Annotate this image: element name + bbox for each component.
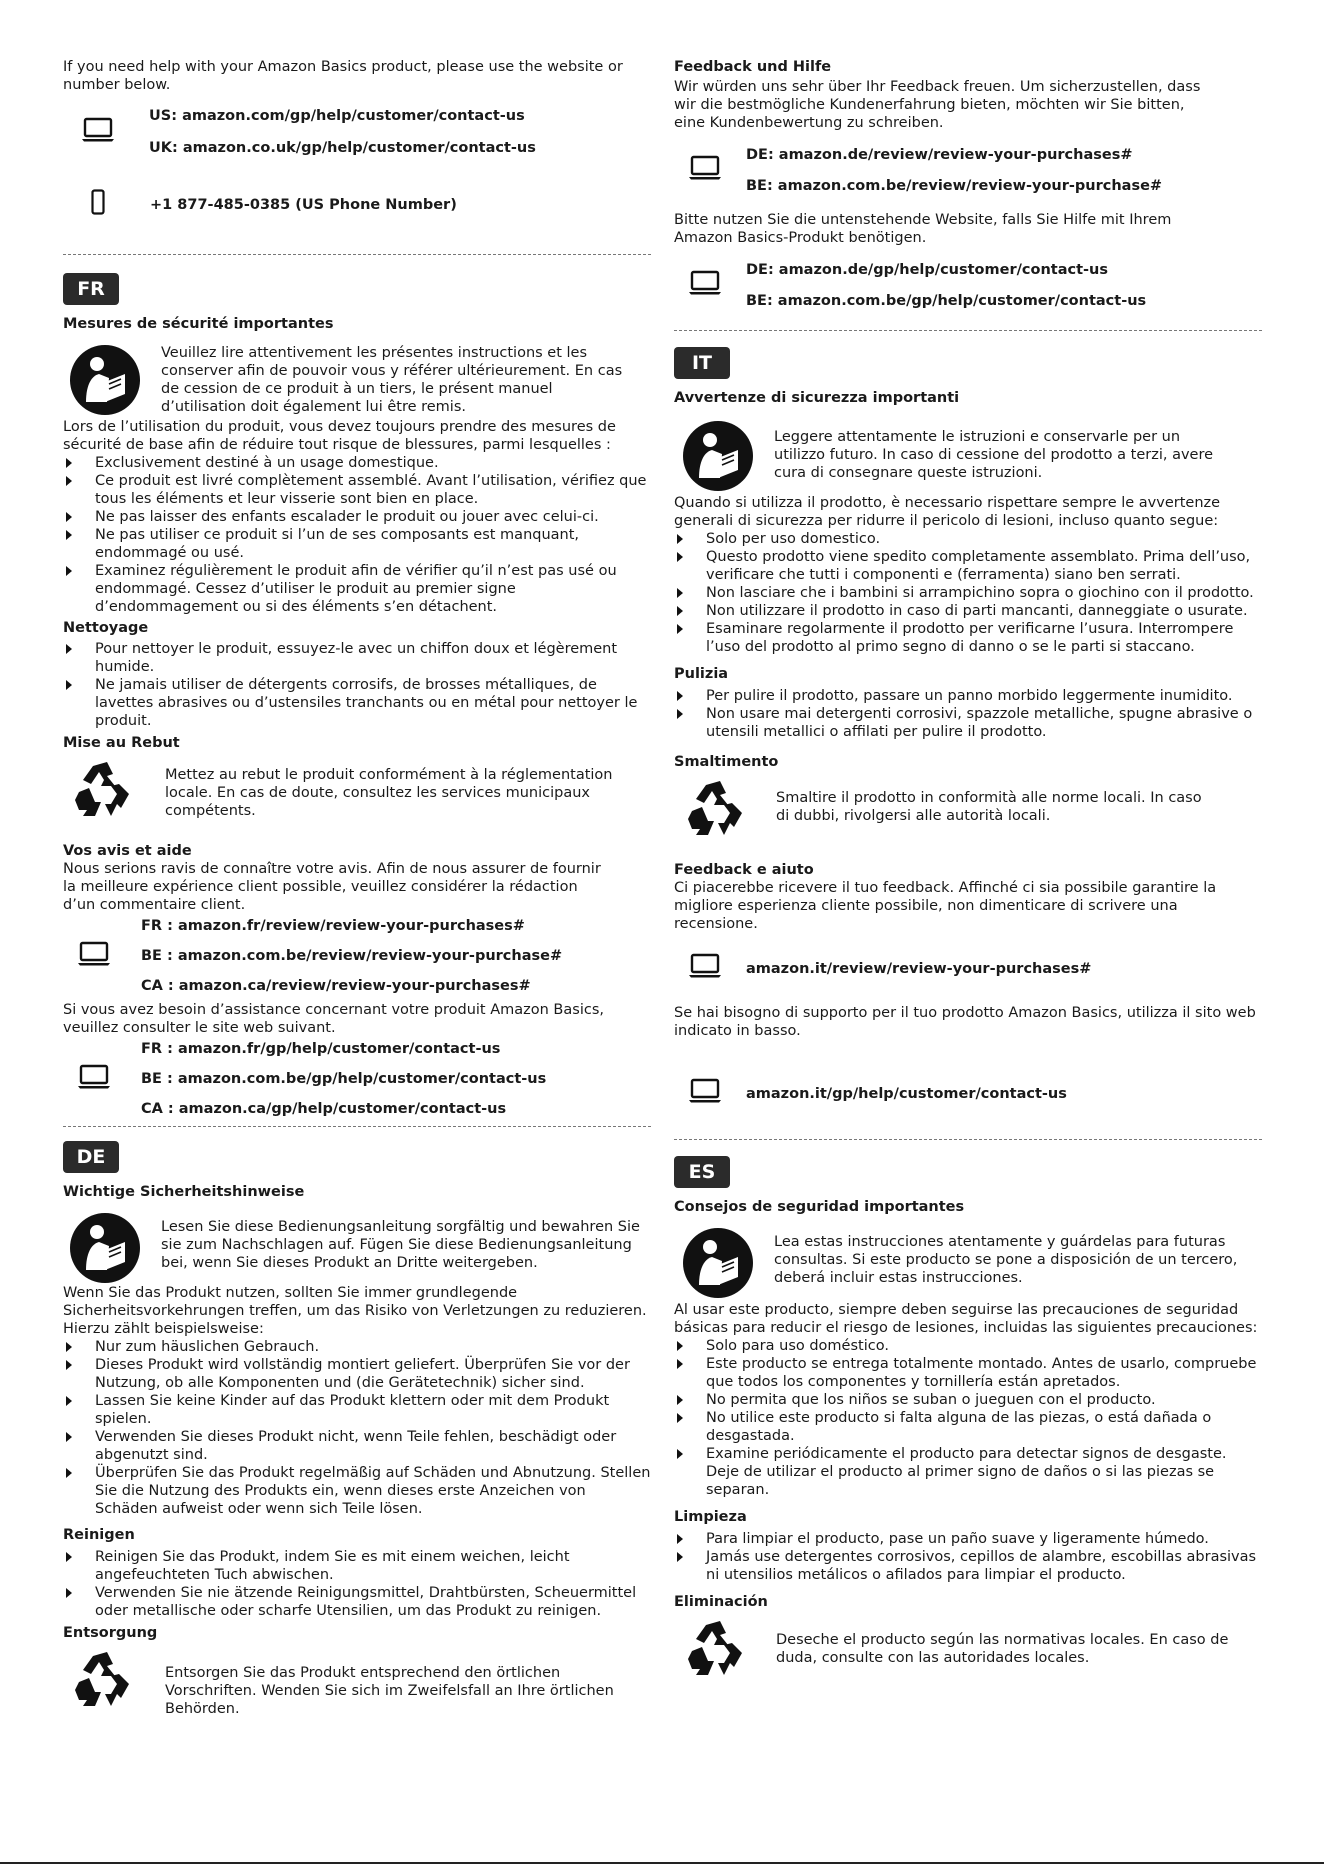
safety-intro-de: Lesen Sie diese Bedienungsanleitung sorgfältig und bewahren Sie sie zum Nachschlagen auf. Fügen Sie diese Bedienungsanleitung bei, wenn Sie dieses Produkt an Dritte weitergeben. — [161, 1219, 640, 1271]
laptop-icon — [688, 155, 722, 186]
feedback-text-fr: Nous serions ravis de connaître votre avis. Afin de nous assurer de fournir la meilleure expérience client possible, veuillez considérer la rédaction d’un commentaire client. — [63, 861, 601, 913]
section-de — [63, 1141, 651, 1718]
feedback-text-it: Ci piacerebbe ricevere il tuo feedback. Affinché ci sia possibile garantire la migliore esperienza cliente possibile, non dimenticare di scrivere una recensione. — [674, 880, 1217, 932]
safety-intro-row-es — [674, 1227, 1262, 1299]
help-links-row — [63, 107, 651, 157]
disposal-title-it: Smaltimento — [674, 754, 779, 770]
help-text-fr: Si vous avez besoin d’assistance concernant votre produit Amazon Basics, veuillez consulter le site web suivant. — [63, 1002, 604, 1036]
help-link-ca[interactable]: CA : amazon.ca/gp/help/customer/contact-us — [141, 1101, 507, 1117]
list-item: Solo per uso domestico. — [674, 530, 1262, 548]
list-item: Lassen Sie keine Kinder auf das Produkt klettern oder mit dem Produkt spielen. — [63, 1392, 651, 1428]
help-links-row-fr — [63, 1040, 651, 1118]
read-manual-icon — [69, 344, 141, 416]
safety-intro-row-de — [63, 1212, 651, 1284]
laptop-icon — [688, 270, 722, 301]
feedback-title-de: Feedback und Hilfe — [674, 59, 832, 75]
right-column — [674, 58, 1262, 1687]
section-divider — [674, 1139, 1262, 1140]
recycle-icon — [69, 1646, 141, 1718]
safety-title-es: Consejos de seguridad importantes — [674, 1199, 965, 1215]
section-it — [674, 347, 1262, 1109]
laptop-icon — [77, 941, 111, 972]
list-item: Ce produit est livré complètement assemblé. Avant l’utilisation, vérifiez que tous les éléments et leur visserie sont bien en place. — [63, 472, 651, 508]
help-intro: If you need help with your Amazon Basics product, please use the website or number below. — [63, 59, 623, 93]
phone-number[interactable]: +1 877-485-0385 (US Phone Number) — [150, 196, 457, 213]
cleaning-title-de: Reinigen — [63, 1527, 135, 1543]
list-item: Ne jamais utiliser de détergents corrosifs, de brosses métalliques, de lavettes abrasives ou d’ustensiles tranchants ou en métal pour nettoyer le produit. — [63, 676, 651, 730]
review-link-it[interactable]: amazon.it/review/review-your-purchases# — [746, 960, 1092, 977]
feedback-title-it: Feedback e aiuto — [674, 862, 814, 878]
page-bottom-rule — [0, 1862, 1324, 1864]
feedback-text-de: Wir würden uns sehr über Ihr Feedback freuen. Um sicherzustellen, dass wir die bestmögliche Kundenerfahrung bieten, möchten wir Sie bitten, eine Kundenbewertung zu schreiben. — [674, 79, 1201, 131]
list-item: Jamás use detergentes corrosivos, cepillos de alambre, escobillas abrasivas ni utensilios metálicos o afilados para limpiar el producto. — [674, 1548, 1262, 1584]
list-item: Per pulire il prodotto, passare un panno morbido leggermente inumidito. — [674, 687, 1262, 705]
list-item: Esaminare regolarmente il prodotto per verificarne l’usura. Interrompere l’uso del prodotto al primo segno di danno o se le parti si staccano. — [674, 620, 1262, 656]
safety-title-fr: Mesures de sécurité importantes — [63, 316, 334, 332]
review-link-de[interactable]: DE: amazon.de/review/review-your-purchases# — [746, 147, 1133, 163]
safety-intro-row-it — [674, 420, 1262, 492]
cleaning-title-es: Limpieza — [674, 1509, 747, 1525]
read-manual-icon — [682, 1227, 754, 1299]
precautions-it: Quando si utilizza il prodotto, è necessario rispettare sempre le avvertenze generali di sicurezza per ridurre il pericolo di lesioni, incluso quanto segue: — [674, 495, 1221, 529]
list-item: No utilice este producto si falta alguna de las piezas, o está dañada o desgastada. — [674, 1409, 1262, 1445]
list-item: Verwenden Sie nie ätzende Reinigungsmittel, Drahtbürsten, Scheuermittel oder metallische oder scharfe Utensilien, um das Produkt zu reinigen. — [63, 1584, 651, 1620]
read-manual-icon — [69, 1212, 141, 1284]
disposal-row-es — [674, 1615, 1262, 1687]
list-item: Dieses Produkt wird vollständig montiert geliefert. Überprüfen Sie vor der Nutzung, ob alle Komponenten und (die Gerätetechnik) sicher sind. — [63, 1356, 651, 1392]
recycle-icon — [682, 1615, 754, 1687]
help-link-be[interactable]: BE : amazon.com.be/gp/help/customer/contact-us — [141, 1071, 547, 1087]
feedback-title-fr: Vos avis et aide — [63, 843, 192, 859]
language-badge-de: DE — [63, 1141, 119, 1173]
section-fr — [63, 273, 651, 1118]
section-divider — [63, 254, 651, 255]
list-item: Pour nettoyer le produit, essuyez-le avec un chiffon doux et légèrement humide. — [63, 640, 651, 676]
section-divider — [674, 330, 1262, 331]
list-item: Überprüfen Sie das Produkt regelmäßig auf Schäden und Abnutzung. Stellen Sie die Nutzung des Produkts ein, wenn dieses erste Anzeichen von Schäden aufweist oder wenn sich Teile lösen. — [63, 1464, 651, 1518]
help-links-row-de — [674, 261, 1262, 310]
review-link-be[interactable]: BE : amazon.com.be/review/review-your-purchase# — [141, 948, 563, 964]
safety-intro-row-fr — [63, 344, 651, 416]
phone-row — [63, 189, 651, 220]
precautions-es: Al usar este producto, siempre deben seguirse las precauciones de seguridad básicas para reducir el riesgo de lesiones, incluidas las siguientes precauciones: — [674, 1302, 1258, 1336]
help-link-uk[interactable]: UK: amazon.co.uk/gp/help/customer/contact-us — [149, 140, 536, 156]
disposal-text-fr: Mettez au rebut le produit conformément à la réglementation locale. En cas de doute, consultez les services municipaux compétents. — [165, 767, 613, 819]
list-item: Verwenden Sie dieses Produkt nicht, wenn Teile fehlen, beschädigt oder abgenutzt sind. — [63, 1428, 651, 1464]
list-item: Este producto se entrega totalmente montado. Antes de usarlo, compruebe que todos los componentes y tornillería están apretados. — [674, 1355, 1262, 1391]
list-item: Non usare mai detergenti corrosivi, spazzole metalliche, spugne abrasive o utensili metallici o affilati per pulire il prodotto. — [674, 705, 1262, 741]
help-link-de[interactable]: DE: amazon.de/gp/help/customer/contact-us — [746, 262, 1108, 278]
list-item: Questo prodotto viene spedito completamente assemblato. Prima dell’uso, verificare che tutti i componenti e (ferramenta) siano ben serrati. — [674, 548, 1262, 584]
section-divider — [63, 1126, 651, 1127]
disposal-row-de — [63, 1646, 651, 1718]
list-item: No permita que los niños se suban o jueguen con el producto. — [674, 1391, 1262, 1409]
laptop-icon — [81, 117, 115, 148]
list-item: Examine periódicamente el producto para detectar signos de desgaste. Deje de utilizar el producto al primer signo de daños o si las piezas se separan. — [674, 1445, 1262, 1499]
list-item: Nur zum häuslichen Gebrauch. — [63, 1338, 651, 1356]
safety-intro-it: Leggere attentamente le istruzioni e conservarle per un utilizzo futuro. In caso di cessione del prodotto a terzi, avere cura di consegnare queste istruzioni. — [774, 429, 1214, 481]
safety-title-de: Wichtige Sicherheitshinweise — [63, 1184, 305, 1200]
safety-list-it — [674, 530, 1262, 656]
laptop-icon — [77, 1064, 111, 1095]
laptop-icon — [688, 953, 722, 984]
disposal-text-it: Smaltire il prodotto in conformità alle norme locali. In caso di dubbi, rivolgersi alle autorità locali. — [776, 790, 1202, 824]
disposal-title-de: Entsorgung — [63, 1625, 158, 1641]
recycle-icon — [69, 756, 141, 828]
language-badge-fr: FR — [63, 273, 119, 305]
safety-list-de — [63, 1338, 651, 1518]
phone-icon — [91, 189, 105, 220]
disposal-text-es: Deseche el producto según las normativas locales. En caso de duda, consulte con las autoridades locales. — [776, 1632, 1229, 1666]
disposal-text-de: Entsorgen Sie das Produkt entsprechend den örtlichen Vorschriften. Wenden Sie sich im Zweifelsfall an Ihre örtlichen Behörden. — [165, 1665, 614, 1717]
disposal-row-fr — [63, 756, 651, 828]
section-es — [674, 1156, 1262, 1687]
read-manual-icon — [682, 420, 754, 492]
cleaning-title-it: Pulizia — [674, 666, 729, 682]
review-link-row-it — [674, 953, 1262, 984]
list-item: Solo para uso doméstico. — [674, 1337, 1262, 1355]
list-item: Reinigen Sie das Produkt, indem Sie es mit einem weichen, leicht angefeuchteten Tuch abwischen. — [63, 1548, 651, 1584]
cleaning-list-de — [63, 1548, 651, 1620]
language-badge-es: ES — [674, 1156, 730, 1188]
help-link-it[interactable]: amazon.it/gp/help/customer/contact-us — [746, 1085, 1067, 1102]
cleaning-title-fr: Nettoyage — [63, 620, 149, 636]
recycle-icon — [682, 775, 754, 847]
laptop-icon — [688, 1078, 722, 1109]
help-link-row-it — [674, 1078, 1262, 1109]
left-column — [63, 58, 651, 1718]
list-item: Exclusivement destiné à un usage domestique. — [63, 454, 651, 472]
safety-intro-fr: Veuillez lire attentivement les présentes instructions et les conserver afin de pouvoir vous y référer ultérieurement. En cas de cession de ce produit à un tiers, le présent manuel d’utilisation doit également lui être remis. — [161, 345, 623, 415]
list-item: Ne pas laisser des enfants escalader le produit ou jouer avec celui-ci. — [63, 508, 651, 526]
safety-intro-es: Lea estas instrucciones atentamente y guárdelas para futuras consultas. Si este producto se pone a disposición de un tercero, deberá incluir estas instrucciones. — [774, 1234, 1238, 1286]
help-link-fr[interactable]: FR : amazon.fr/gp/help/customer/contact-us — [141, 1041, 501, 1057]
precautions-de: Wenn Sie das Produkt nutzen, sollten Sie immer grundlegende Sicherheitsvorkehrungen treffen, um das Risiko von Verletzungen zu reduzieren. Hierzu zählt beispielsweise: — [63, 1285, 647, 1337]
help-link-be[interactable]: BE: amazon.com.be/gp/help/customer/contact-us — [746, 293, 1147, 309]
help-text-it: Se hai bisogno di supporto per il tuo prodotto Amazon Basics, utilizza il sito web indicato in basso. — [674, 1005, 1256, 1039]
list-item: Non lasciare che i bambini si arrampichino sopra o giochino con il prodotto. — [674, 584, 1262, 602]
cleaning-list-it — [674, 687, 1262, 741]
cleaning-list-es — [674, 1530, 1262, 1584]
help-text-de: Bitte nutzen Sie die untenstehende Website, falls Sie Hilfe mit Ihrem Amazon Basics-Produkt benötigen. — [674, 212, 1172, 246]
safety-title-it: Avvertenze di sicurezza importanti — [674, 390, 960, 406]
review-link-fr[interactable]: FR : amazon.fr/review/review-your-purchases# — [141, 918, 525, 934]
list-item: Ne pas utiliser ce produit si l’un de ses composants est manquant, endommagé ou usé. — [63, 526, 651, 562]
safety-list-es — [674, 1337, 1262, 1499]
precautions-fr: Lors de l’utilisation du produit, vous devez toujours prendre des mesures de sécurité de base afin de réduire tout risque de blessures, parmi lesquelles : — [63, 419, 616, 453]
list-item: Para limpiar el producto, pase un paño suave y ligeramente húmedo. — [674, 1530, 1262, 1548]
language-badge-it: IT — [674, 347, 730, 379]
list-item: Non utilizzare il prodotto in caso di parti mancanti, danneggiate o usurate. — [674, 602, 1262, 620]
review-link-be[interactable]: BE: amazon.com.be/review/review-your-purchase# — [746, 178, 1163, 194]
disposal-title-fr: Mise au Rebut — [63, 735, 180, 751]
safety-list-fr — [63, 454, 651, 616]
disposal-row-it — [674, 775, 1262, 847]
list-item: Examinez régulièrement le produit afin de vérifier qu’il n’est pas usé ou endommagé. Cessez d’utiliser le produit au premier signe d’endommagement ou si des éléments s’en détachent. — [63, 562, 651, 616]
review-link-ca[interactable]: CA : amazon.ca/review/review-your-purchases# — [141, 978, 531, 994]
help-link-us[interactable]: US: amazon.com/gp/help/customer/contact-us — [149, 108, 525, 124]
review-links-row-fr — [63, 917, 651, 995]
cleaning-list-fr — [63, 640, 651, 730]
disposal-title-es: Eliminación — [674, 1594, 768, 1610]
review-links-row-de — [674, 146, 1262, 195]
